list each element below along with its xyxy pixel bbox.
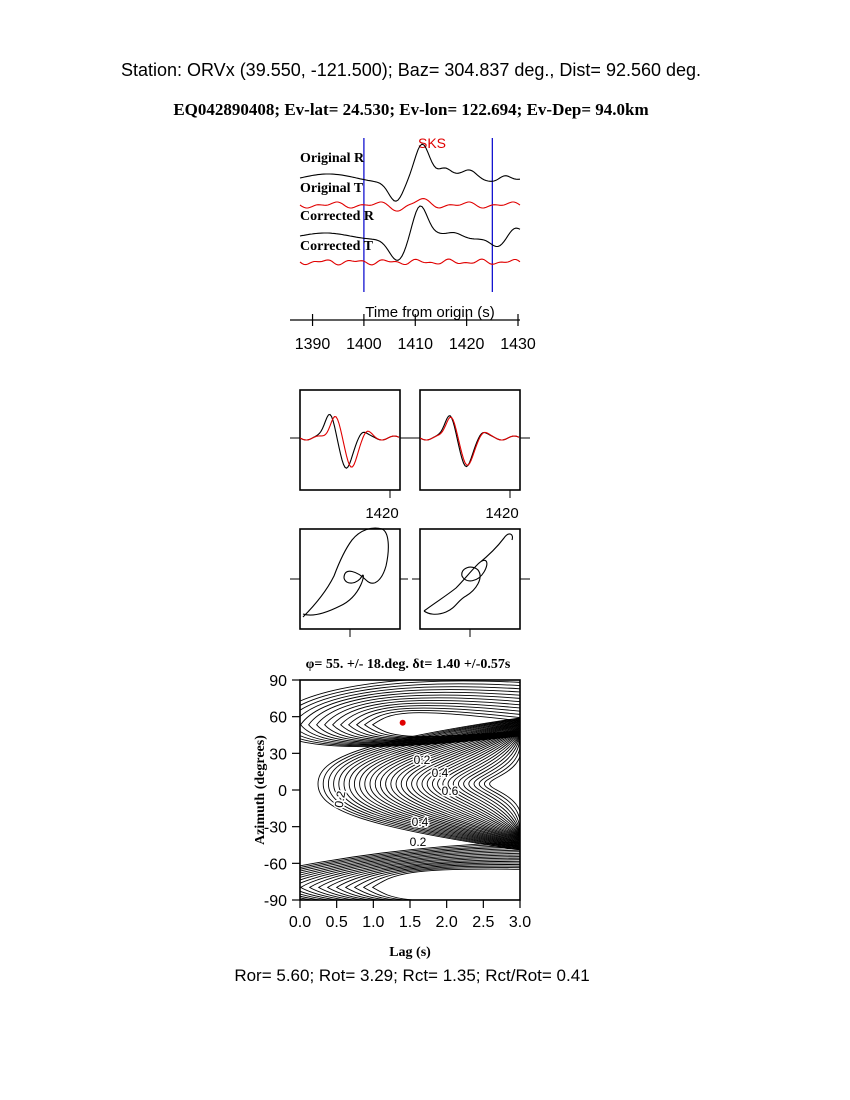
event-line: EQ042890408; Ev-lat= 24.530; Ev-lon= 122.694; Ev-Dep= 94.0km — [173, 100, 649, 119]
azimuth-axis-label: Azimuth (degrees) — [253, 735, 268, 845]
azimuth-tick-label: -90 — [263, 893, 287, 910]
time-axis-label: Time from origin (s) — [365, 304, 495, 321]
time-tick-label: 1410 — [397, 336, 434, 353]
azimuth-tick-label: -30 — [263, 819, 287, 837]
time-tick-label: 1400 — [346, 336, 382, 353]
trace-label-corrected-t: Corrected T — [300, 239, 373, 254]
waveform-right-slow — [420, 417, 519, 465]
contour-label: 0.2 — [409, 835, 427, 849]
lag-tick-label: 0.0 — [288, 914, 312, 931]
contour-label: 0.4 — [411, 815, 429, 829]
time-tick-label: 1390 — [294, 336, 331, 353]
station-line: Station: ORVx (39.550, -121.500); Baz= 304.837 deg., Dist= 92.560 deg. — [120, 60, 702, 80]
waveform-box-right — [420, 390, 520, 490]
azimuth-axis-ticks — [264, 673, 300, 910]
waveform-right-tick-label: 1420 — [485, 505, 519, 522]
ratios-line: Ror= 5.60; Rot= 3.29; Rct= 1.35; Rct/Rot= 0.41 — [234, 966, 590, 985]
grid-search-title: φ= 55. +/- 18.deg. δt= 1.40 +/-0.57s — [305, 657, 511, 672]
grid-search-plot — [220, 657, 532, 960]
azimuth-tick-label: 30 — [269, 746, 287, 764]
waveform-right-fast — [420, 416, 519, 467]
lag-tick-label: 2.5 — [472, 914, 495, 931]
contour-lower — [364, 868, 520, 903]
time-tick-label: 1430 — [500, 336, 536, 353]
lag-tick-label: 1.0 — [362, 914, 385, 931]
particle-motion-corrected — [424, 534, 512, 614]
trace-label-corrected-r: Corrected R — [300, 209, 374, 224]
azimuth-tick-label: 60 — [269, 709, 287, 727]
azimuth-tick-label: 0 — [278, 783, 287, 800]
waveform-panels — [290, 390, 530, 522]
waveform-left-fast — [300, 415, 399, 469]
contour-label: 0.6 — [441, 784, 459, 798]
particle-box-left — [300, 529, 400, 629]
contour-label: 0.2 — [331, 789, 349, 809]
trace-corrected-t — [300, 259, 520, 265]
lag-tick-label: 3.0 — [508, 914, 532, 931]
trace-panel — [290, 135, 536, 353]
lag-tick-label: 2.0 — [435, 914, 458, 931]
time-tick-label: 1420 — [448, 336, 485, 353]
best-fit-point — [400, 720, 406, 726]
waveform-left-tick-label: 1420 — [365, 505, 399, 522]
lag-axis-ticks — [289, 900, 531, 931]
contour-label: 0.4 — [431, 766, 449, 780]
particle-motion-panels — [290, 528, 530, 637]
particle-motion-original — [303, 528, 388, 617]
azimuth-tick-label: 90 — [269, 673, 287, 690]
waveform-box-left — [300, 390, 400, 490]
contour-label: 0.2 — [413, 753, 431, 767]
lag-axis-label: Lag (s) — [389, 945, 431, 960]
sks-phase-label: SKS — [417, 135, 447, 151]
trace-label-original-r: Original R — [300, 151, 365, 166]
azimuth-tick-label: -60 — [263, 856, 287, 874]
trace-label-original-t: Original T — [300, 181, 364, 196]
lag-tick-label: 0.5 — [325, 914, 348, 931]
waveform-left-slow — [300, 417, 399, 467]
lag-tick-label: 1.5 — [398, 914, 422, 931]
